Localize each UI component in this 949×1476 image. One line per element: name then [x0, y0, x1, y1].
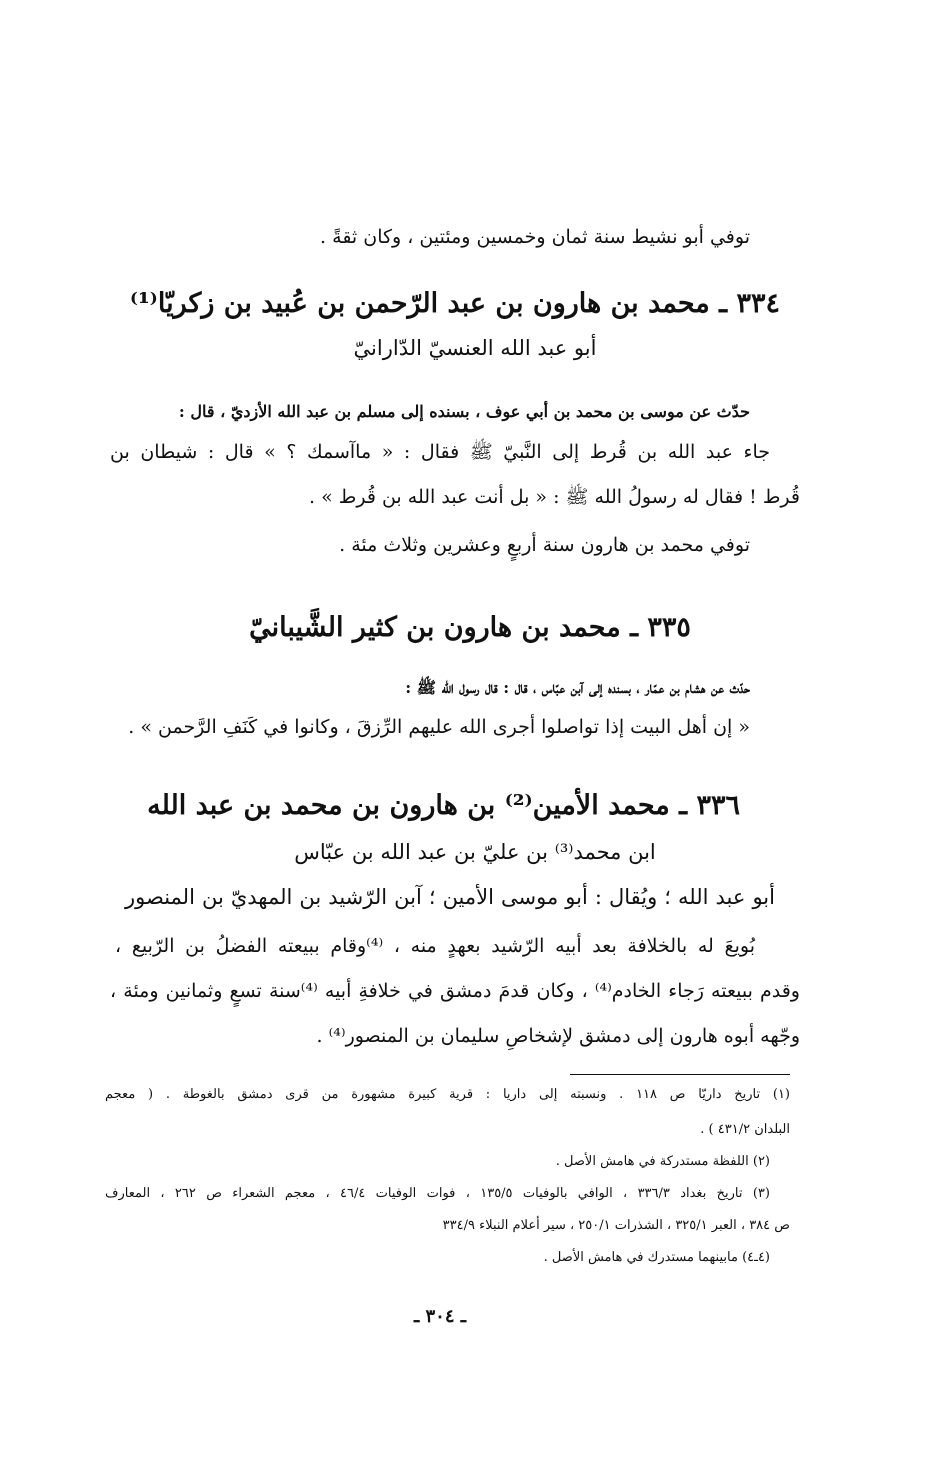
- footnote-4: (٤ـ٤) مابينهما مستدرك في هامش الأصل .: [543, 1250, 770, 1265]
- footnote-1-line-2: البلدان ٤٣١/٢ ) .: [700, 1122, 790, 1137]
- death-note-abu-nashit: توفي أبو نشيط سنة ثمان وخمسين ومئتين ، وكان ثقةً .: [320, 226, 750, 248]
- entry-334-text-1: جاء عبد الله بن قُرط إلى النَّبيّ ﷺ فقال : « ماآسمك ؟ » قال : شيطان بن: [110, 441, 770, 463]
- footnote-1-line-1: (١) تاريخ داريّا ص ١١٨ . ونسبته إلى داريا : قرية كبيرة مشهورة من قرى دمشق بالغوطة . ( معجم: [105, 1087, 790, 1102]
- footnote-3-line-1: (٣) تاريخ بغداد ٣٣٦/٣ ، الوافي بالوفيات ١٣٥/٥ ، فوات الوفيات ٤٦/٤ ، معجم الشعراء ص ٢٦٢ ، المعارف: [105, 1186, 770, 1201]
- entry-335-isnad: حدّث عن هشام بن عمّار ، بسنده إلى آبن عبّاس ، قال : قال رسول الله ﷺ :: [405, 678, 750, 697]
- entry-336-kunya: أبو عبد الله ؛ ويُقال : أبو موسى الأمين ؛ آبن الرّشيد بن المهديّ بن المنصور: [125, 885, 775, 909]
- entry-334-kunya: أبو عبد الله العنسيّ الدّارانيّ: [353, 336, 597, 360]
- footnote-divider: [570, 1074, 790, 1075]
- entry-336-lineage: ابن محمد⁽³⁾ بن عليّ بن عبد الله بن عبّاس: [294, 840, 656, 864]
- entry-335-heading: ٣٣٥ ـ محمد بن هارون بن كثير الشَّيبانيّ: [249, 612, 691, 643]
- entry-336-text-1: بُويعَ له بالخلافة بعد أبيه الرّشيد بعهدٍ منه ، ⁽⁴⁾وقام ببيعته الفضلُ بن الرّبيع ،: [115, 935, 755, 957]
- entry-334-heading: ٣٣٤ ـ محمد بن هارون بن عبد الرّحمن بن عُبيد بن زكريّا⁽¹⁾: [129, 288, 780, 319]
- footnote-3-line-2: ص ٣٨٤ ، العبر ٣٢٥/١ ، الشذرات ٢٥٠/١ ، سير أعلام النبلاء ٣٣٤/٩: [442, 1218, 790, 1233]
- entry-334-isnad: حدّث عن موسى بن محمد بن أبي عوف ، بسنده إلى مسلم بن عبد الله الأزديّ ، قال :: [178, 402, 750, 421]
- entry-336-text-2: وقدم ببيعته رَجاء الخادم⁽⁴⁾ ، وكان قدمَ دمشق في خلافةِ أبيه ⁽⁴⁾سنة تسعٍ وثمانين ومئة ،: [110, 980, 800, 1002]
- entry-336-text-3: وجّهه أبوه هارون إلى دمشق لإشخاصِ سليمان بن المنصور⁽⁴⁾ .: [316, 1025, 800, 1047]
- page-number: ـ ٣٠٤ ـ: [413, 1306, 467, 1327]
- entry-334-death-note: توفي محمد بن هارون سنة أربعٍ وعشرين وثلاث مئة .: [339, 534, 750, 556]
- entry-336-heading: ٣٣٦ ـ محمد الأمين⁽²⁾ بن هارون بن محمد بن عبد الله: [147, 790, 740, 821]
- entry-335-hadith: « إن أهل البيت إذا تواصلوا أجرى الله عليهم الرِّزقَ ، وكانوا في كَنَفِ الرَّحمن » .: [128, 716, 750, 738]
- entry-334-text-2: قُرط ! فقال له رسولُ الله ﷺ : « بل أنت عبد الله بن قُرط » .: [309, 486, 800, 508]
- footnote-2: (٢) اللفظة مستدركة في هامش الأصل .: [555, 1154, 770, 1169]
